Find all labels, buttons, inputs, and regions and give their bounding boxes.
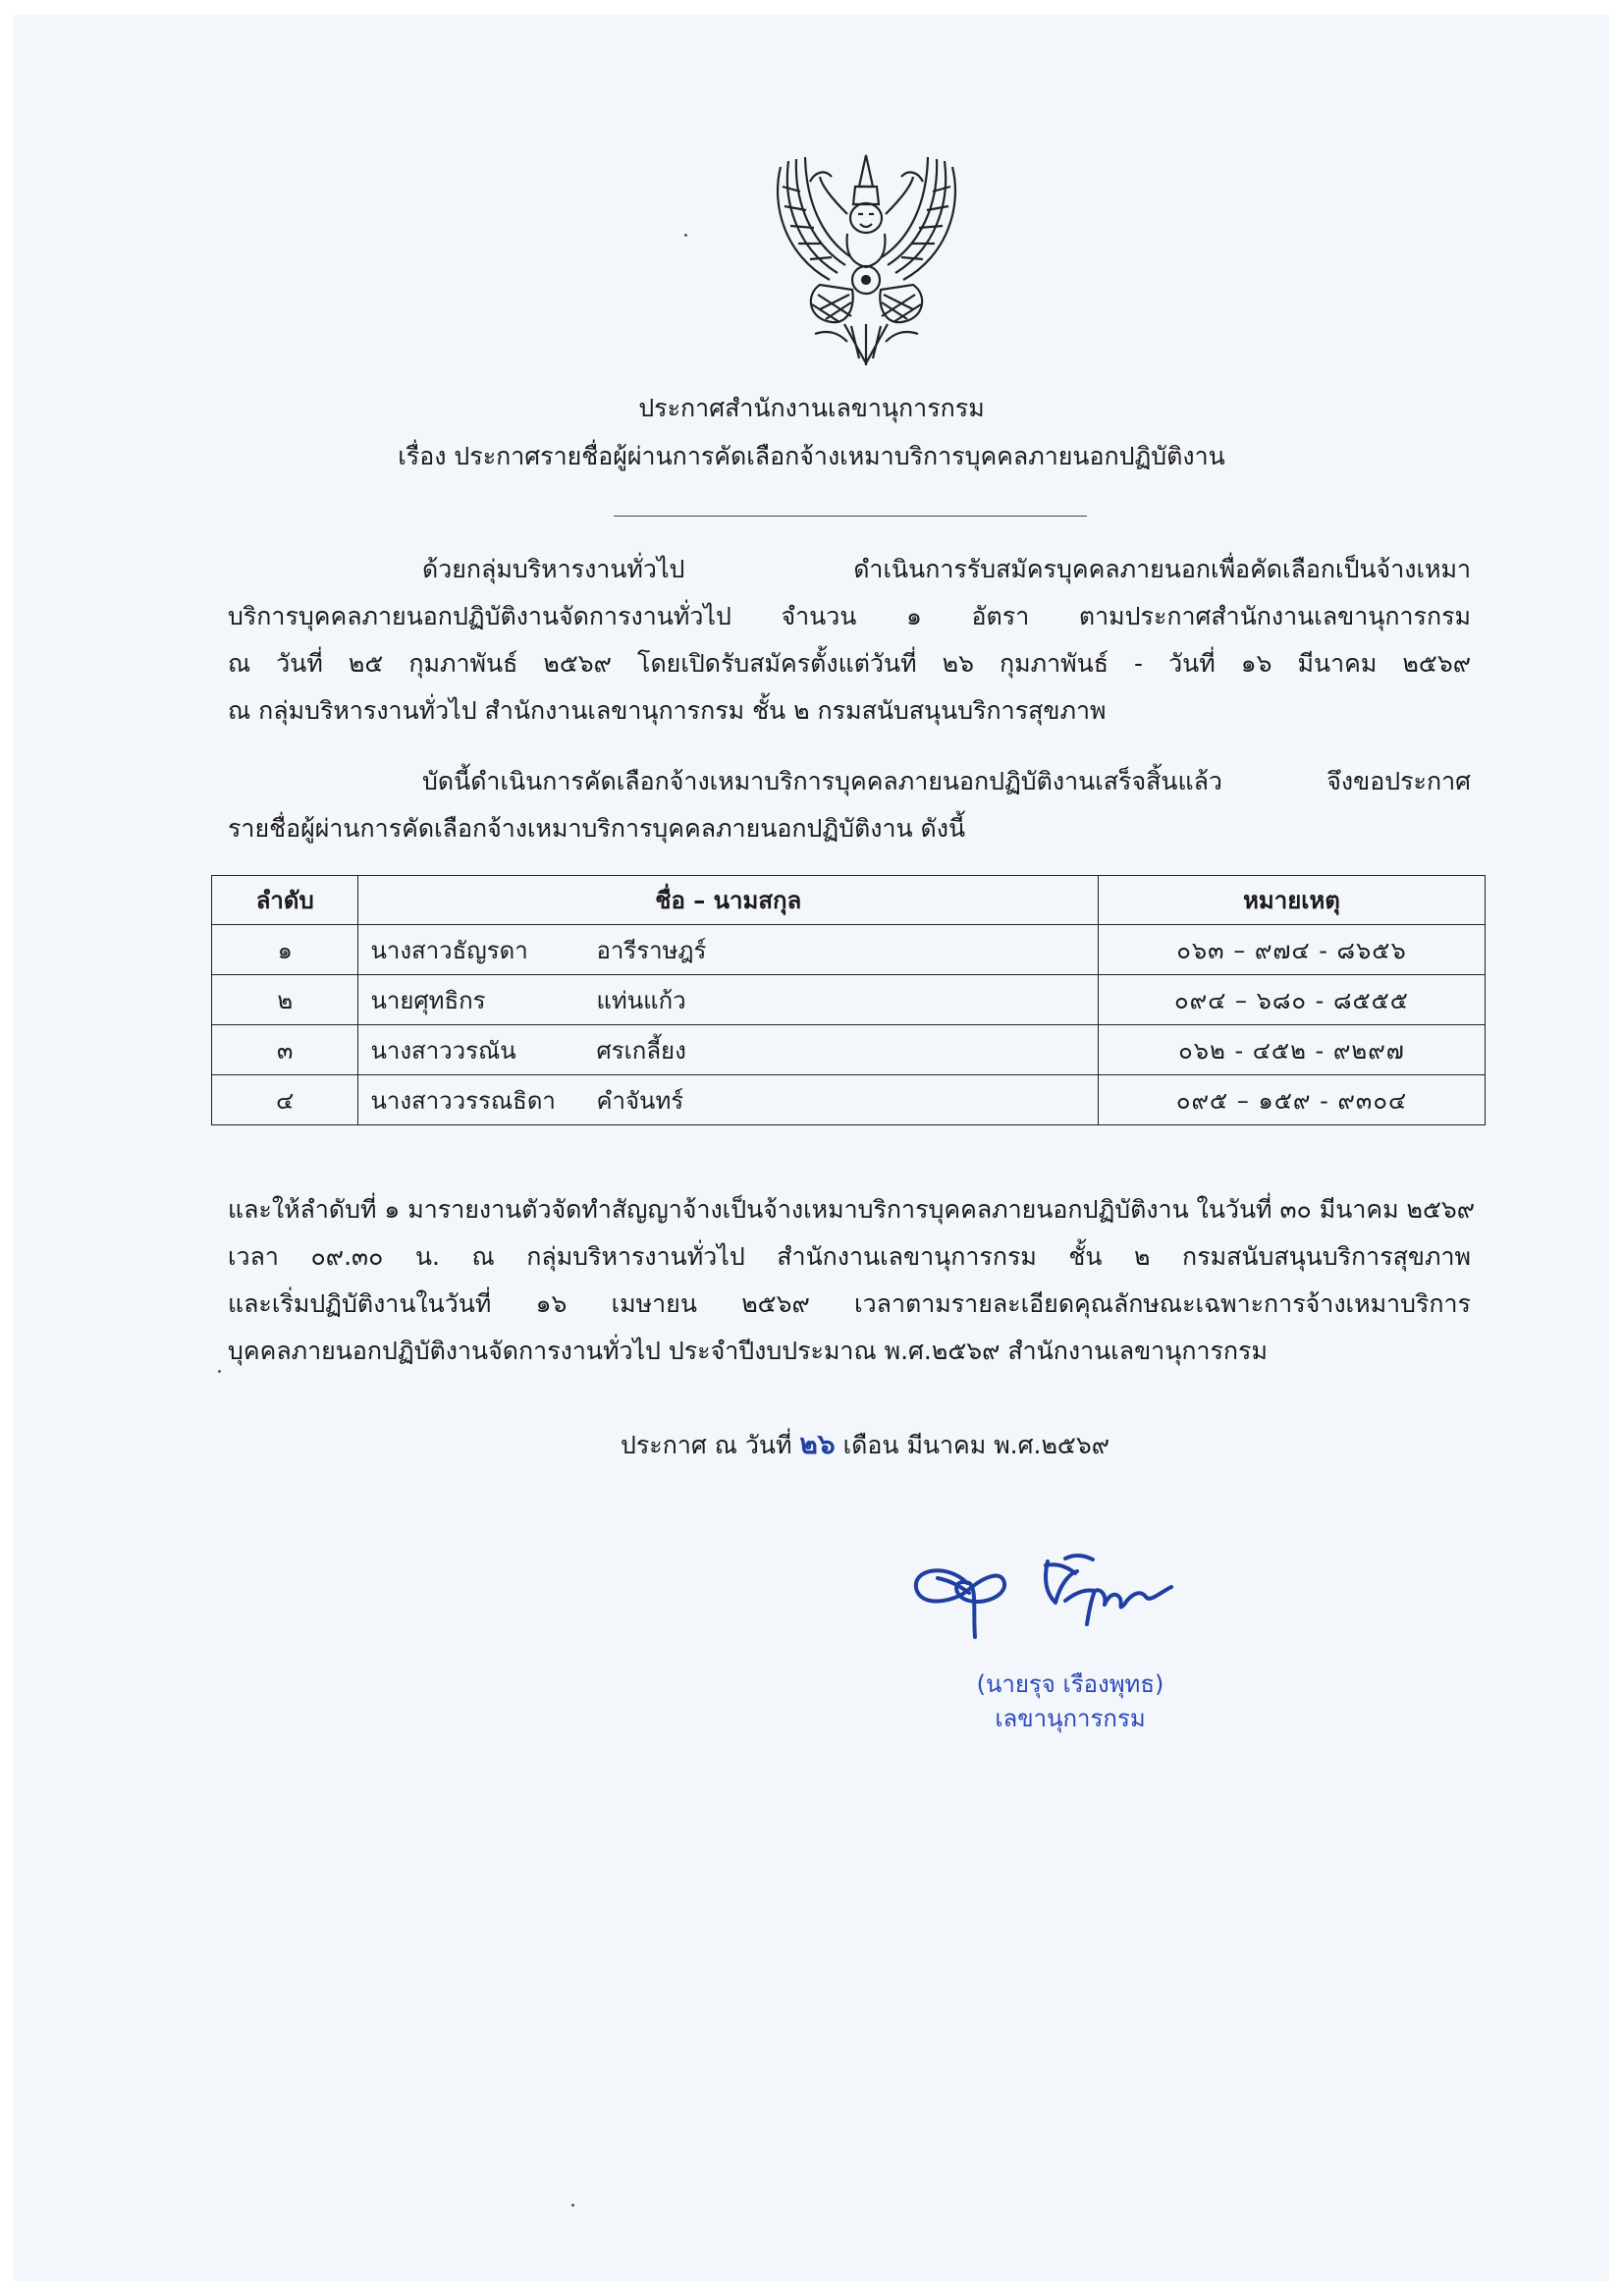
row-name xyxy=(358,1025,1099,1075)
row-index: ๓ xyxy=(212,1025,358,1075)
signer-position: เลขานุการกรม xyxy=(995,1705,1146,1732)
table-row xyxy=(212,975,1486,1025)
table-row xyxy=(212,925,1486,975)
handwritten-signature-icon xyxy=(908,1544,1213,1652)
scan-speck xyxy=(684,234,687,237)
signer-name: (นายรุจ เรืองพุทธ) xyxy=(976,1670,1164,1698)
paragraph1-line1: ด้วยกลุ่มบริหารงานทั่วไป ดำเนินการรับสมัครบุคคลภายนอกเพื่อคัดเลือกเป็นจ้างเหมา xyxy=(422,555,1471,583)
first-name: นายศุทธิกร xyxy=(370,986,486,1014)
paragraph3-line2: เวลา ๐๙.๓๐ น. ณ กลุ่มบริหารงานทั่วไป สำนักงานเลขานุการกรม ชั้น ๒ กรมสนับสนุนบริการสุขภาพ xyxy=(228,1242,1471,1271)
row-name xyxy=(358,975,1099,1025)
paragraph3-line4: บุคคลภายนอกปฏิบัติงานจัดการงานทั่วไป ประจำปีงบประมาณ พ.ศ.๒๕๖๙ สำนักงานเลขานุการกรม xyxy=(228,1337,1268,1365)
subject-title: เรื่อง ประกาศรายชื่อผู้ผ่านการคัดเลือกจ้างเหมาบริการบุคคลภายนอกปฏิบัติงาน xyxy=(398,442,1225,470)
first-name: นางสาวธัญรดา xyxy=(370,936,528,964)
row-note: ๐๙๔ – ๖๘๐ - ๘๕๕๕ xyxy=(1098,975,1485,1025)
date-day-handwritten: ๒๖ xyxy=(799,1428,836,1460)
paragraph1-line4: ณ กลุ่มบริหารงานทั่วไป สำนักงานเลขานุการกรม ชั้น ๒ กรมสนับสนุนบริการสุขภาพ xyxy=(228,696,1107,725)
header-index: ลำดับ xyxy=(212,876,358,925)
date-prefix: ประกาศ ณ วันที่ xyxy=(621,1431,792,1459)
table-row xyxy=(212,1075,1486,1125)
date-suffix: เดือน มีนาคม พ.ศ.๒๕๖๙ xyxy=(842,1431,1110,1459)
announcement-date xyxy=(621,1427,1109,1463)
paragraph1-line2: บริการบุคคลภายนอกปฏิบัติงานจัดการงานทั่วไป จำนวน ๑ อัตรา ตามประกาศสำนักงานเลขานุการกรม xyxy=(228,602,1471,630)
row-note: ๐๙๕ – ๑๕๙ - ๙๓๐๔ xyxy=(1098,1075,1485,1125)
row-note: ๐๖๓ – ๙๗๔ - ๘๖๕๖ xyxy=(1098,925,1485,975)
header-name: ชื่อ – นามสกุล xyxy=(358,876,1099,925)
last-name: ศรเกลี้ยง xyxy=(596,1036,686,1065)
first-name: นางสาววรณัน xyxy=(370,1036,516,1065)
last-name: แท่นแก้ว xyxy=(596,986,686,1014)
scan-speck xyxy=(218,1370,221,1373)
paragraph3-line1: และให้ลำดับที่ ๑ มารายงานตัวจัดทำสัญญาจ้างเป็นจ้างเหมาบริการบุคคลภายนอกปฏิบัติงาน ในวันที่ ๓๐ มีนาคม ๒๕๖๙ xyxy=(228,1195,1476,1224)
row-index: ๑ xyxy=(212,925,358,975)
paragraph2-line1: บัดนี้ดำเนินการคัดเลือกจ้างเหมาบริการบุคคลภายนอกปฏิบัติงานเสร็จสิ้นแล้ว จึงขอประกาศ xyxy=(422,767,1471,795)
row-index: ๔ xyxy=(212,1075,358,1125)
row-note: ๐๖๒ - ๔๕๒ - ๙๒๙๗ xyxy=(1098,1025,1485,1075)
scan-speck xyxy=(571,2204,574,2207)
row-name xyxy=(358,1075,1099,1125)
last-name: คำจันทร์ xyxy=(596,1086,684,1115)
issuer-title: ประกาศสำนักงานเลขานุการกรม xyxy=(638,394,985,422)
results-table xyxy=(211,875,1486,1125)
table-row xyxy=(212,1025,1486,1075)
first-name: นางสาววรรณธิดา xyxy=(370,1086,556,1115)
title-separator xyxy=(614,516,1087,517)
row-index: ๒ xyxy=(212,975,358,1025)
table-header-row xyxy=(212,876,1486,925)
row-name xyxy=(358,925,1099,975)
paragraph2-line2: รายชื่อผู้ผ่านการคัดเลือกจ้างเหมาบริการบุคคลภายนอกปฏิบัติงาน ดังนี้ xyxy=(228,814,966,843)
header-note: หมายเหตุ xyxy=(1098,876,1485,925)
paragraph1-line3: ณ วันที่ ๒๕ กุมภาพันธ์ ๒๕๖๙ โดยเปิดรับสมัครตั้งแต่วันที่ ๒๖ กุมภาพันธ์ - วันที่ ๑๖ มีนาคม ๒๕๖๙ xyxy=(228,649,1471,678)
paragraph3-line3: และเริ่มปฏิบัติงานในวันที่ ๑๖ เมษายน ๒๕๖๙ เวลาตามรายละเอียดคุณลักษณะเฉพาะการจ้างเหมาบริการ xyxy=(228,1289,1471,1318)
last-name: อารีราษฎร์ xyxy=(596,936,707,964)
garuda-emblem-icon xyxy=(761,147,972,368)
